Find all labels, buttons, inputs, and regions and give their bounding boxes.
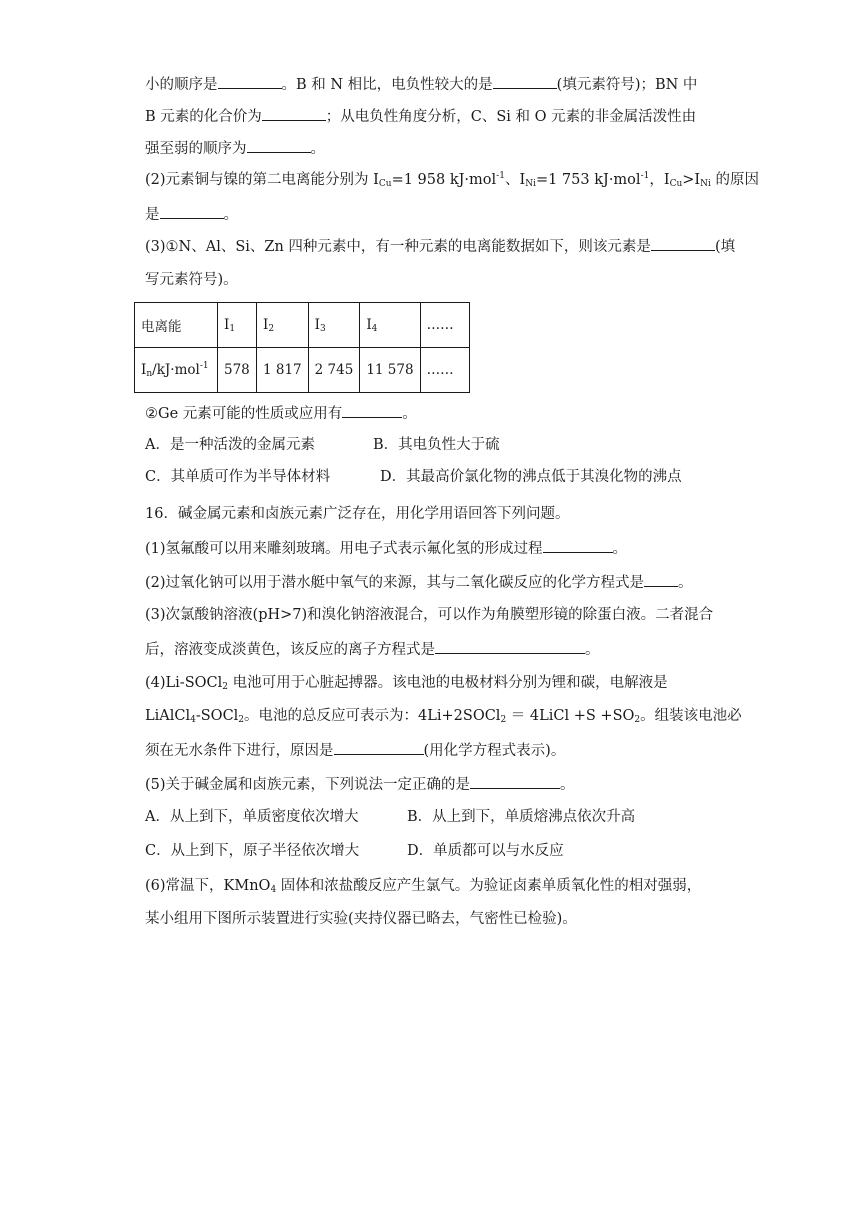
text: 。B 和 N 相比，电负性较大的是 <box>281 77 493 93</box>
text: (1)氢氟酸可以用来雕刻玻璃。用电子式表示氟化氢的形成过程 <box>145 541 543 557</box>
text-line-p3a <box>145 605 725 625</box>
table-row <box>135 348 470 393</box>
text: (填元素符号)；BN 中 <box>556 77 698 93</box>
text: ；从电负性角度分析，C、Si 和 O 元素的非金属活泼性由 <box>325 109 697 125</box>
table-cell: 11 578 <box>360 348 420 393</box>
text: =1 753 kJ·mol <box>535 172 641 188</box>
text: 16．碱金属元素和卤族元素广泛存在，用化学用语回答下列问题。 <box>145 506 570 522</box>
text: (3)次氯酸钠溶液(pH>7)和溴化钠溶液混合，可以作为角膜塑形镜的除蛋白液。二者混合 <box>145 607 714 623</box>
table-cell: …… <box>420 348 469 393</box>
text: 固体和浓盐酸反应产生氯气。为验证卤素单质氧化性的相对强弱， <box>276 878 702 894</box>
text: 电池可用于心脏起搏器。该电池的电极材料分别为锂和碳，电解液是 <box>228 675 668 691</box>
options-row-ab <box>145 435 725 455</box>
text-line-p4a <box>145 673 725 693</box>
option-d[interactable]: D．单质都可以与水反应 <box>407 843 564 859</box>
superscript: -1 <box>640 171 650 181</box>
subscript: 2 <box>634 715 641 725</box>
text-line-2 <box>145 105 725 127</box>
text-line-p2 <box>145 571 725 593</box>
question-16-title <box>145 504 725 524</box>
option-b[interactable]: B．从上到下，单质熔沸点依次升高 <box>407 809 636 825</box>
text: (2)过氧化钠可以用于潜水艇中氧气的来源，其与二氧化碳反应的化学方程式是 <box>145 575 645 591</box>
superscript: -1 <box>496 171 505 181</box>
answer-blank[interactable] <box>543 537 613 553</box>
table-cell: $I_n/kJ\cdot mol^{-1}$ <box>135 348 218 393</box>
subscript: Ni <box>525 179 536 189</box>
answer-blank[interactable] <box>651 235 715 251</box>
text: 。 <box>402 406 417 422</box>
subscript: Cu <box>378 179 392 189</box>
answer-blank[interactable] <box>470 773 560 789</box>
answer-blank[interactable] <box>493 73 557 89</box>
answer-blank[interactable] <box>218 73 282 89</box>
text: 、I <box>504 172 526 188</box>
subscript: 4 <box>270 885 277 895</box>
text-line-p4c <box>145 739 725 761</box>
text-line-5 <box>145 203 725 225</box>
text: 。 <box>560 777 575 793</box>
text: 。 <box>678 575 693 591</box>
text-line-p4b <box>145 706 742 726</box>
text: (填 <box>714 239 736 255</box>
answer-blank[interactable] <box>262 105 326 121</box>
text: 某小组用下图所示装置进行实验(夹持仪器已略去，气密性已检验)。 <box>145 911 577 927</box>
answer-blank[interactable] <box>334 739 424 755</box>
text: ＝ 4LiCl +S +SO <box>506 708 635 724</box>
table-cell: $I_4$ <box>360 303 420 348</box>
option-b[interactable]: B．其电负性大于硫 <box>373 437 500 453</box>
text-line-q2 <box>145 402 725 424</box>
text: LiAlCl <box>145 708 191 724</box>
text: 。 <box>612 541 628 557</box>
option-c[interactable]: C．从上到下，原子半径依次增大 <box>145 843 360 859</box>
text: 。电池的总反应可表示为：4Li+2SOCl <box>244 708 501 724</box>
text-line-p6a <box>145 876 725 896</box>
text: 的原因 <box>710 172 760 188</box>
text: (3)①N、Al、Si、Zn 四种元素中，有一种元素的电离能数据如下，则该元素是 <box>145 239 651 255</box>
text-line-p5 <box>145 773 725 795</box>
subscript: Cu <box>669 179 683 189</box>
text: 强至弱的顺序为 <box>145 141 247 157</box>
text: 。组装该电池必 <box>640 708 742 724</box>
table-cell: …… <box>420 303 469 348</box>
subscript: 2 <box>500 715 507 725</box>
ionization-energy-table <box>134 302 470 393</box>
options-row-cd <box>145 467 725 487</box>
text: 后，溶液变成淡黄色，该反应的离子方程式是 <box>145 642 435 658</box>
table-cell: 578 <box>218 348 257 393</box>
text-line-p1 <box>145 537 725 559</box>
option-a[interactable]: A．从上到下，单质密度依次增大 <box>145 809 359 825</box>
text: (6)常温下，KMnO <box>145 878 271 894</box>
text-line-p6b <box>145 909 725 929</box>
text: ②Ge 元素可能的性质或应用有 <box>145 406 343 422</box>
answer-blank[interactable] <box>160 203 224 219</box>
text: (4)Li-SOCl <box>145 675 223 691</box>
text: 写元素符号)。 <box>145 272 238 288</box>
text: ，I <box>649 172 670 188</box>
options-row-p5-cd <box>145 841 725 861</box>
subscript: Ni <box>700 179 711 189</box>
table-cell: $I_2$ <box>257 303 309 348</box>
answer-blank[interactable] <box>644 571 678 587</box>
text-line-7 <box>145 270 725 290</box>
text: 小的顺序是 <box>145 77 218 93</box>
text: 是 <box>145 207 160 223</box>
text-line-6 <box>145 235 736 257</box>
text: 。 <box>223 207 238 223</box>
text: 。 <box>585 642 600 658</box>
subscript: 2 <box>238 715 245 725</box>
text: 。 <box>310 141 325 157</box>
text: (用化学方程式表示)。 <box>423 743 566 759</box>
text-line-3 <box>145 137 725 159</box>
answer-blank[interactable] <box>342 402 402 418</box>
text: B 元素的化合价为 <box>145 109 262 125</box>
text: >I <box>682 172 701 188</box>
options-row-p5-ab <box>145 807 725 827</box>
table-row <box>135 303 470 348</box>
subscript: 2 <box>222 682 228 692</box>
subscript: 4 <box>190 715 196 725</box>
text: 须在无水条件下进行，原因是 <box>145 743 334 759</box>
option-c[interactable]: C．其单质可作为半导体材料 <box>145 469 331 485</box>
text-line-1 <box>145 73 725 95</box>
answer-blank[interactable] <box>247 137 311 153</box>
option-d[interactable]: D．其最高价氯化物的沸点低于其溴化物的沸点 <box>380 469 682 485</box>
text-line-4 <box>145 170 760 190</box>
text: (2)元素铜与镍的第二电离能分别为 I <box>145 172 379 188</box>
text-line-p3b <box>145 638 725 660</box>
table-cell: $I_3$ <box>308 303 360 348</box>
table-cell: 1 817 <box>257 348 309 393</box>
option-a[interactable]: A．是一种活泼的金属元素 <box>145 437 315 453</box>
table-cell: 2 745 <box>308 348 360 393</box>
text: (5)关于碱金属和卤族元素，下列说法一定正确的是 <box>145 777 471 793</box>
text: -SOCl <box>195 708 239 724</box>
table-cell: $I_1$ <box>218 303 257 348</box>
table-cell: 电离能 <box>135 303 218 348</box>
text: =1 958 kJ·mol <box>391 172 497 188</box>
answer-blank[interactable] <box>435 638 585 654</box>
